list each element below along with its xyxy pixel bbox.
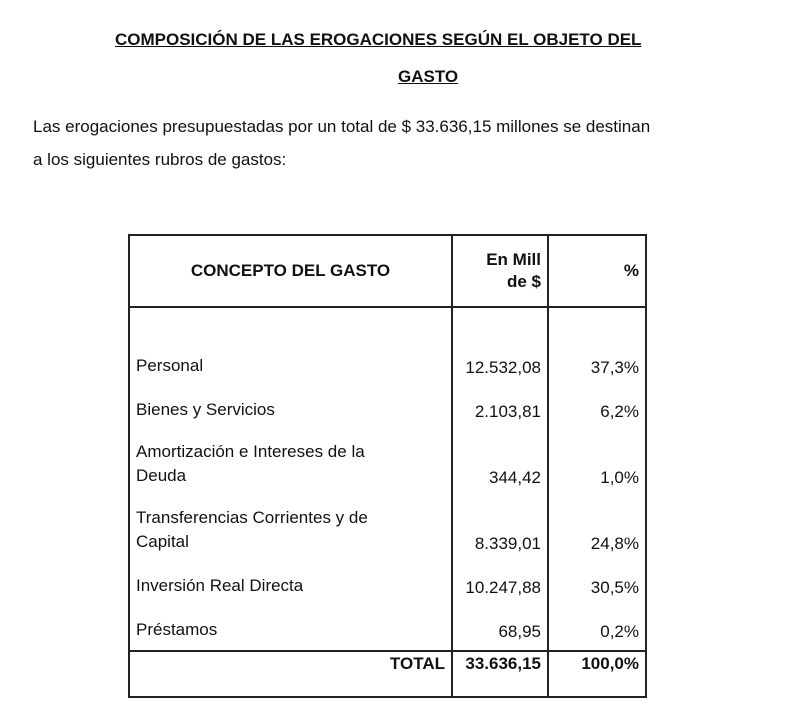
- row-concept-line-2: Deuda: [136, 466, 187, 485]
- row-percent: 1,0%: [548, 426, 646, 492]
- total-amount: 33.636,15: [452, 651, 548, 697]
- table-header-row: [129, 235, 646, 307]
- row-percent: 6,2%: [548, 382, 646, 426]
- row-concept: Bienes y Servicios: [129, 382, 452, 426]
- row-percent: 24,8%: [548, 492, 646, 558]
- row-amount: 8.339,01: [452, 492, 548, 558]
- row-concept: Préstamos: [129, 602, 452, 646]
- row-concept-line-1: Amortización e Intereses de la: [136, 442, 365, 461]
- row-concept: [129, 426, 452, 492]
- header-amount: [452, 235, 548, 307]
- row-percent: 0,2%: [548, 602, 646, 646]
- intro-text-line-2: a los siguientes rubros de gastos:: [33, 150, 287, 169]
- row-amount: 12.532,08: [452, 338, 548, 382]
- table-row: [129, 602, 646, 646]
- row-concept: Personal: [129, 338, 452, 382]
- intro-text-line-1: Las erogaciones presupuestadas por un total de $ 33.636,15 millones se destinan: [33, 117, 651, 136]
- row-amount: 68,95: [452, 602, 548, 646]
- table-row: [129, 492, 646, 558]
- row-concept-line-2: Capital: [136, 532, 189, 551]
- row-percent: 30,5%: [548, 558, 646, 602]
- document-title-line-1: COMPOSICIÓN DE LAS EROGACIONES SEGÚN EL OBJETO DEL: [115, 30, 642, 49]
- table-row: [129, 382, 646, 426]
- row-amount: 344,42: [452, 426, 548, 492]
- row-concept: Inversión Real Directa: [129, 558, 452, 602]
- row-concept-line-1: Transferencias Corrientes y de: [136, 508, 368, 527]
- row-amount: 2.103,81: [452, 382, 548, 426]
- total-label: TOTAL: [129, 651, 452, 697]
- header-amount-line-2: de $: [506, 272, 541, 291]
- header-amount-line-1: En Mill: [486, 250, 541, 269]
- spacer-row: [129, 307, 646, 338]
- expense-table: [128, 234, 647, 698]
- row-concept: [129, 492, 452, 558]
- row-amount: 10.247,88: [452, 558, 548, 602]
- header-percent: %: [548, 235, 646, 307]
- table-row: [129, 338, 646, 382]
- header-concept: CONCEPTO DEL GASTO: [129, 235, 452, 307]
- row-percent: 37,3%: [548, 338, 646, 382]
- table-row: [129, 426, 646, 492]
- document-title-line-2: GASTO: [398, 67, 459, 86]
- table-row: [129, 558, 646, 602]
- total-percent: 100,0%: [548, 651, 646, 697]
- total-row: [129, 651, 646, 697]
